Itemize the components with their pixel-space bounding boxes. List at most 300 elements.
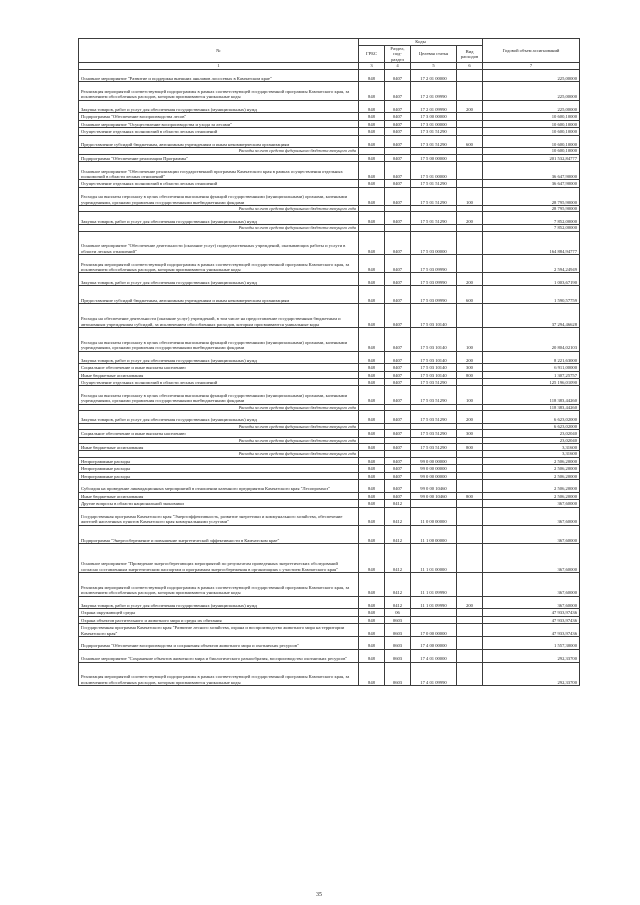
rzpr-cell: 0407 (385, 212, 411, 225)
name-cell: Закупка товаров, работ и услуг для обеспечения государственных (муниципальных) нужд (79, 273, 359, 286)
sum-cell: 225,00000 (483, 69, 580, 82)
csr-cell: 99 0 00 00000 (411, 457, 457, 464)
rzpr-cell: 0407 (385, 304, 411, 328)
sum-cell: 2 506,20000 (483, 480, 580, 493)
rzpr-cell: 0407 (385, 480, 411, 493)
vr-cell (457, 69, 483, 82)
note-label: Расходы за счет средств федерального бюджета текущего года (79, 437, 359, 443)
name-cell: Расходы на выплаты персоналу в целях обеспечения выполнения функций государственными (муниципальными) органами, казенными учреждениями, органами управления государственными внебюджетными фондами (79, 386, 359, 404)
sum-cell: 367,60000 (483, 500, 580, 507)
table-row (79, 379, 580, 386)
table-row (79, 231, 580, 255)
grbs-cell: 848 (359, 364, 385, 371)
sum-cell: 7 852,00000 (483, 225, 580, 231)
vr-cell (457, 465, 483, 472)
name-cell: Субсидия на проведение ликвидационных мероприятий в отношении казенного предприятия Камчатского края "Лесопромхоз" (79, 480, 359, 493)
rzpr-cell: 0407 (385, 113, 411, 120)
rzpr-cell: 0407 (385, 327, 411, 351)
sum-cell: 10 600,10000 (483, 120, 580, 127)
vr-cell: 800 (457, 371, 483, 378)
note-label: Расходы за счет средств федерального бюджета текущего года (79, 451, 359, 457)
grbs-cell: 848 (359, 492, 385, 499)
sum-cell: 118 383,44260 (483, 404, 580, 410)
csr-cell: 17 5 03 10140 (411, 304, 457, 328)
name-cell: Закупка товаров, работ и услуг для обеспечения государственных (муниципальных) нужд (79, 596, 359, 609)
csr-cell: 11 1 01 00000 (411, 543, 457, 572)
csr-cell: 99 0 00 00000 (411, 472, 457, 479)
sum-cell: 10 600,10000 (483, 135, 580, 148)
rzpr-cell: 0407 (385, 351, 411, 364)
rzpr-cell: 0407 (385, 69, 411, 82)
sum-cell: 6 911,00000 (483, 364, 580, 371)
vr-cell (457, 472, 483, 479)
table-row (79, 492, 580, 499)
name-cell: Основное мероприятие "Сохранение объектов животного мира и биологического разнообразия, воспроизводство охотничьих ресурсов" (79, 649, 359, 662)
table-row (79, 371, 580, 378)
table-row (79, 255, 580, 273)
rzpr-cell: 0407 (385, 472, 411, 479)
sum-cell: 47 933,97436 (483, 624, 580, 637)
grbs-cell: 848 (359, 187, 385, 205)
note-label: Расходы за счет средств федерального бюджета текущего года (79, 423, 359, 429)
rzpr-cell: 06 (385, 609, 411, 616)
name-cell: Подпрограмма "Обеспечение воспроизводства и сохранения объектов животного мира и охотничьих ресурсов" (79, 636, 359, 649)
rzpr-cell: 0407 (385, 273, 411, 286)
name-cell: Социальное обеспечение и иные выплаты населению (79, 430, 359, 437)
csr-cell: 11 0 00 00000 (411, 507, 457, 525)
rzpr-cell: 0412 (385, 572, 411, 596)
table-row (79, 180, 580, 187)
csr-cell: 11 1 01 09990 (411, 596, 457, 609)
vr-cell (457, 162, 483, 180)
table-row (79, 500, 580, 507)
rzpr-cell: 0412 (385, 543, 411, 572)
grbs-cell: 848 (359, 500, 385, 507)
csr-cell: 17 5 03 10140 (411, 351, 457, 364)
csr-cell: 17 5 00 00000 (411, 154, 457, 161)
sum-cell: 23,02040 (483, 430, 580, 437)
vr-cell: 100 (457, 187, 483, 205)
name-cell: Иные бюджетные ассигнования (79, 371, 359, 378)
sum-cell: 6 623,02000 (483, 423, 580, 429)
vr-cell (457, 649, 483, 662)
csr-cell: 17 5 01 00000 (411, 162, 457, 180)
sum-cell: 225,00000 (483, 100, 580, 113)
name-cell: Расходы на обеспечение деятельности (оказание услуг) учреждений, в том числе на предоставление государственным бюджетным и автономным учреждениям субсидий, за исключением обособленных расходов, которым присваиваются уникальные коды (79, 304, 359, 328)
name-cell: Государственная программа Камчатского края "Развитие лесного хозяйства, охрана и воспроизводство животного мира на территории Камчатского края" (79, 624, 359, 637)
sum-cell: 1 557,30000 (483, 636, 580, 649)
header-sum: Годовой объем ассигнований (483, 39, 580, 63)
vr-cell: 600 (457, 135, 483, 148)
vr-cell (457, 120, 483, 127)
vr-cell (457, 500, 483, 507)
table-row (79, 135, 580, 148)
sum-cell: 10 600,10000 (483, 148, 580, 154)
csr-cell (411, 616, 457, 623)
csr-cell: 17 3 01 51290 (411, 128, 457, 135)
rzpr-cell: 0407 (385, 444, 411, 451)
sum-cell: 20 804,02103 (483, 327, 580, 351)
sum-cell: 367,60000 (483, 507, 580, 525)
header-vr: Вид расходов (457, 46, 483, 63)
name-cell: Непрограммные расходы (79, 457, 359, 464)
grbs-cell: 848 (359, 444, 385, 451)
colnum-4: 4 (385, 63, 411, 69)
note-label: Расходы за счет средств федерального бюджета текущего года (79, 205, 359, 211)
csr-cell: 17 5 03 09990 (411, 255, 457, 273)
csr-cell: 11 1 00 00000 (411, 525, 457, 543)
name-cell: Предоставление субсидий бюджетным, автономным учреждениям и иным некоммерческим организациям (79, 286, 359, 304)
csr-cell: 17 5 03 51290 (411, 386, 457, 404)
rzpr-cell: 0407 (385, 162, 411, 180)
rzpr-cell: 0407 (385, 255, 411, 273)
vr-cell (457, 572, 483, 596)
grbs-cell: 848 (359, 69, 385, 82)
sum-cell: 2 506,20000 (483, 472, 580, 479)
grbs-cell: 848 (359, 480, 385, 493)
name-cell: Закупка товаров, работ и услуг для обеспечения государственных (муниципальных) нужд (79, 100, 359, 113)
table-row (79, 113, 580, 120)
grbs-cell: 848 (359, 304, 385, 328)
table-row (79, 649, 580, 662)
sum-cell: 23,02040 (483, 437, 580, 443)
name-cell: Государственная программа Камчатского края "Энергоэффективность, развитие энергетики и коммунального хозяйства, обеспечение жителей населенных пунктов Камчатского края коммунальными услугами" (79, 507, 359, 525)
sum-cell: 10 600,10000 (483, 113, 580, 120)
sum-cell: 28 795,90000 (483, 187, 580, 205)
sum-cell: 367,60000 (483, 543, 580, 572)
name-cell: Осуществление отдельных полномочий в области лесных отношений (79, 128, 359, 135)
grbs-cell: 848 (359, 212, 385, 225)
vr-cell (457, 480, 483, 493)
vr-cell: 100 (457, 386, 483, 404)
header-codes: Коды (359, 39, 483, 46)
name-cell: Закупка товаров, работ и услуг для обеспечения государственных (муниципальных) нужд (79, 411, 359, 424)
grbs-cell: 848 (359, 180, 385, 187)
vr-cell (457, 128, 483, 135)
sum-cell: 10 600,10000 (483, 128, 580, 135)
csr-cell: 17 2 01 09990 (411, 82, 457, 100)
rzpr-cell: 0407 (385, 411, 411, 424)
table-row (79, 69, 580, 82)
sum-cell: 1 307,25757 (483, 371, 580, 378)
vr-cell (457, 304, 483, 328)
grbs-cell: 848 (359, 596, 385, 609)
name-cell: Иные бюджетные ассигнования (79, 444, 359, 451)
vr-cell (457, 624, 483, 637)
table-row (79, 386, 580, 404)
vr-cell: 200 (457, 100, 483, 113)
sum-cell: 3,31600 (483, 451, 580, 457)
name-cell: Основное мероприятие "Развитие и поддержка внешних анклавов лососевых в Камчатском крае" (79, 69, 359, 82)
grbs-cell: 848 (359, 231, 385, 255)
table-row (79, 444, 580, 451)
vr-cell: 300 (457, 430, 483, 437)
vr-cell: 100 (457, 327, 483, 351)
table-row (79, 572, 580, 596)
name-cell: Подпрограмма "Обеспечение реализации Программы" (79, 154, 359, 161)
name-cell: Реализация мероприятий соответствующей подпрограммы в рамках соответствующей государственной программы Камчатского края, за исключением обособленных расходов, которым присваиваются уникальные коды (79, 255, 359, 273)
name-cell: Другие вопросы в области национальной экономики (79, 500, 359, 507)
csr-cell: 17 2 01 00000 (411, 69, 457, 82)
sum-cell: 1 003,67190 (483, 273, 580, 286)
vr-cell (457, 457, 483, 464)
rzpr-cell: 0412 (385, 596, 411, 609)
csr-cell: 99 0 00 00000 (411, 465, 457, 472)
table-row (79, 596, 580, 609)
sum-cell: 2 506,20000 (483, 492, 580, 499)
table-row (79, 543, 580, 572)
name-cell: Осуществление отдельных полномочий в области лесных отношений (79, 180, 359, 187)
sum-cell: 225,00000 (483, 82, 580, 100)
name-cell: Охрана окружающей среды (79, 609, 359, 616)
csr-cell: 17 5 01 51290 (411, 187, 457, 205)
sum-cell: 37 294,46628 (483, 304, 580, 328)
vr-cell: 800 (457, 444, 483, 451)
csr-cell: 17 4 00 00000 (411, 636, 457, 649)
grbs-cell: 848 (359, 162, 385, 180)
rzpr-cell: 0407 (385, 180, 411, 187)
grbs-cell: 848 (359, 543, 385, 572)
colnum-1: 1 (79, 63, 359, 69)
rzpr-cell: 0412 (385, 507, 411, 525)
vr-cell (457, 255, 483, 273)
name-cell: Иные бюджетные ассигнования (79, 492, 359, 499)
sum-cell: 28 795,90000 (483, 205, 580, 211)
csr-cell: 17 5 03 09990 (411, 273, 457, 286)
sum-cell: 2 506,20000 (483, 457, 580, 464)
grbs-cell: 848 (359, 255, 385, 273)
csr-cell: 17 5 03 00000 (411, 231, 457, 255)
name-cell: Основное мероприятие "Проведение энергосберегающих мероприятий по результатам проведенных энергетических обследований согласно составленным энергетическим паспортам и программам энергосбережения в организациях с участием Камчатского края" (79, 543, 359, 572)
name-cell: Охрана объектов растительного и животного мира и среды их обитания (79, 616, 359, 623)
table-row (79, 128, 580, 135)
rzpr-cell: 0407 (385, 430, 411, 437)
sum-cell: 2 594,24949 (483, 255, 580, 273)
rzpr-cell: 0603 (385, 616, 411, 623)
vr-cell: 800 (457, 492, 483, 499)
grbs-cell: 848 (359, 128, 385, 135)
csr-cell: 17 5 03 10140 (411, 371, 457, 378)
csr-cell: 17 4 01 09990 (411, 662, 457, 686)
grbs-cell: 848 (359, 507, 385, 525)
sum-cell: 36 647,90000 (483, 162, 580, 180)
rzpr-cell: 0407 (385, 492, 411, 499)
vr-cell (457, 379, 483, 386)
csr-cell: 99 0 00 10460 (411, 480, 457, 493)
grbs-cell: 848 (359, 82, 385, 100)
vr-cell (457, 82, 483, 100)
rzpr-cell: 0407 (385, 371, 411, 378)
table-row (79, 162, 580, 180)
budget-table (78, 38, 580, 686)
rzpr-cell: 0407 (385, 386, 411, 404)
name-cell: Основное мероприятие "Обеспечение реализации государственной программы Камчатского края в рамках осуществления отдельных полномочий в области лесных отношений" (79, 162, 359, 180)
sum-cell: 47 933,97436 (483, 609, 580, 616)
colnum-5: 5 (411, 63, 457, 69)
sum-cell: 7 852,00000 (483, 212, 580, 225)
vr-cell (457, 609, 483, 616)
sum-cell: 2 506,20000 (483, 465, 580, 472)
grbs-cell: 848 (359, 609, 385, 616)
rzpr-cell: 0407 (385, 135, 411, 148)
rzpr-cell: 0407 (385, 154, 411, 161)
csr-cell: 17 5 01 51290 (411, 212, 457, 225)
budget-table-sheet (78, 38, 579, 686)
grbs-cell: 848 (359, 371, 385, 378)
vr-cell (457, 662, 483, 686)
table-row (79, 286, 580, 304)
rzpr-cell: 0412 (385, 500, 411, 507)
name-cell: Закупка товаров, работ и услуг для обеспечения государственных (муниципальных) нужд (79, 212, 359, 225)
grbs-cell: 848 (359, 379, 385, 386)
csr-cell: 17 5 03 10140 (411, 327, 457, 351)
grbs-cell: 848 (359, 572, 385, 596)
name-cell: Социальное обеспечение и иные выплаты населению (79, 364, 359, 371)
grbs-cell: 848 (359, 472, 385, 479)
rzpr-cell: 0603 (385, 662, 411, 686)
header-rzpr: Раздел, под-раздел (385, 46, 411, 63)
grbs-cell: 848 (359, 154, 385, 161)
vr-cell (457, 616, 483, 623)
csr-cell (411, 609, 457, 616)
table-row (79, 616, 580, 623)
vr-cell: 200 (457, 273, 483, 286)
csr-cell: 17 3 00 00000 (411, 113, 457, 120)
csr-cell: 17 5 03 51290 (411, 444, 457, 451)
rzpr-cell: 0407 (385, 120, 411, 127)
grbs-cell: 848 (359, 113, 385, 120)
vr-cell (457, 180, 483, 187)
rzpr-cell: 0407 (385, 128, 411, 135)
rzpr-cell: 0407 (385, 231, 411, 255)
grbs-cell: 848 (359, 525, 385, 543)
grbs-cell: 848 (359, 616, 385, 623)
vr-cell (457, 113, 483, 120)
name-cell: Реализация мероприятий соответствующей подпрограммы в рамках соответствующей государственной программы Камчатского края, за исключением обособленных расходов, которым присваиваются уникальные коды (79, 662, 359, 686)
table-row (79, 187, 580, 205)
sum-cell: 36 647,90000 (483, 180, 580, 187)
sum-cell: 6 623,02000 (483, 411, 580, 424)
table-row (79, 457, 580, 464)
sum-cell: 1 590,57759 (483, 286, 580, 304)
name-cell: Расходы на выплаты персоналу в целях обеспечения выполнения функций государственными (муниципальными) органами, казенными учреждениями, органами управления государственными внебюджетными фондами (79, 327, 359, 351)
grbs-cell: 848 (359, 636, 385, 649)
table-row (79, 430, 580, 437)
vr-cell: 600 (457, 286, 483, 304)
table-row (79, 636, 580, 649)
csr-cell: 17 5 03 51290 (411, 430, 457, 437)
name-cell: Непрограммные расходы (79, 472, 359, 479)
table-row (79, 351, 580, 364)
grbs-cell: 848 (359, 100, 385, 113)
vr-cell (457, 154, 483, 161)
csr-cell: 11 1 01 09990 (411, 572, 457, 596)
csr-cell: 17 5 01 51290 (411, 180, 457, 187)
vr-cell (457, 543, 483, 572)
page-number: 35 (316, 892, 322, 898)
vr-cell: 300 (457, 364, 483, 371)
grbs-cell: 848 (359, 649, 385, 662)
table-row (79, 662, 580, 686)
vr-cell: 200 (457, 212, 483, 225)
table-row (79, 465, 580, 472)
grbs-cell: 848 (359, 386, 385, 404)
table-row (79, 525, 580, 543)
csr-cell: 17 3 01 00000 (411, 120, 457, 127)
vr-cell (457, 525, 483, 543)
table-row (79, 472, 580, 479)
grbs-cell: 848 (359, 351, 385, 364)
colnum-3: 3 (359, 63, 385, 69)
colnum-7: 7 (483, 63, 580, 69)
grbs-cell: 848 (359, 120, 385, 127)
rzpr-cell: 0407 (385, 82, 411, 100)
csr-cell: 17 0 00 00000 (411, 624, 457, 637)
rzpr-cell: 0603 (385, 624, 411, 637)
vr-cell (457, 231, 483, 255)
grbs-cell: 848 (359, 327, 385, 351)
name-cell: Подпрограмма "Энергосбережение и повышение энергетической эффективности в Камчатском крае" (79, 525, 359, 543)
sum-cell: 8 221,63000 (483, 351, 580, 364)
csr-cell: 99 0 00 10460 (411, 492, 457, 499)
rzpr-cell: 0407 (385, 379, 411, 386)
csr-cell: 17 4 01 00000 (411, 649, 457, 662)
csr-cell: 17 5 03 10140 (411, 364, 457, 371)
grbs-cell: 848 (359, 624, 385, 637)
csr-cell: 17 5 03 51290 (411, 379, 457, 386)
table-row (79, 154, 580, 161)
rzpr-cell: 0412 (385, 525, 411, 543)
vr-cell: 200 (457, 411, 483, 424)
grbs-cell: 848 (359, 135, 385, 148)
sum-cell: 47 933,97436 (483, 616, 580, 623)
sum-cell: 367,60000 (483, 596, 580, 609)
table-row (79, 273, 580, 286)
sum-cell: 118 383,44260 (483, 386, 580, 404)
csr-cell: 17 3 01 51290 (411, 135, 457, 148)
table-row (79, 327, 580, 351)
note-label: Расходы за счет средств федерального бюджета текущего года (79, 148, 359, 154)
vr-cell: 200 (457, 596, 483, 609)
grbs-cell: 848 (359, 430, 385, 437)
header-csr: Целевая статья (411, 46, 457, 63)
name-cell: Основное мероприятие "Обеспечение деятельности (оказание услуг) подведомственных учреждений, оказывающих работы и услуги в области лесных отношений" (79, 231, 359, 255)
rzpr-cell: 0407 (385, 457, 411, 464)
name-cell: Закупка товаров, работ и услуг для обеспечения государственных (муниципальных) нужд (79, 351, 359, 364)
rzpr-cell: 0407 (385, 187, 411, 205)
grbs-cell: 848 (359, 286, 385, 304)
header-number: № (79, 39, 359, 63)
vr-cell (457, 636, 483, 649)
rzpr-cell: 0407 (385, 286, 411, 304)
sum-cell: 164 884,94777 (483, 231, 580, 255)
table-row (79, 609, 580, 616)
grbs-cell: 848 (359, 662, 385, 686)
header-grbs: ГРБС (359, 46, 385, 63)
csr-cell: 17 5 03 51290 (411, 411, 457, 424)
csr-cell (411, 500, 457, 507)
grbs-cell: 848 (359, 273, 385, 286)
rzpr-cell: 0603 (385, 636, 411, 649)
sum-cell: 3,31600 (483, 444, 580, 451)
name-cell: Расходы на выплаты персоналу в целях обеспечения выполнения функций государственными (муниципальными) органами, казенными учреждениями, органами управления государственными внебюджетными фондами (79, 187, 359, 205)
name-cell: Реализация мероприятий соответствующей подпрограммы в рамках соответствующей государственной программы Камчатского края, за исключением обособленных расходов, которым присваиваются уникальные коды (79, 572, 359, 596)
grbs-cell: 848 (359, 411, 385, 424)
name-cell: Подпрограмма "Обеспечение воспроизводства лесов" (79, 113, 359, 120)
sum-cell: 125 196,01090 (483, 379, 580, 386)
table-row (79, 212, 580, 225)
table-row (79, 100, 580, 113)
